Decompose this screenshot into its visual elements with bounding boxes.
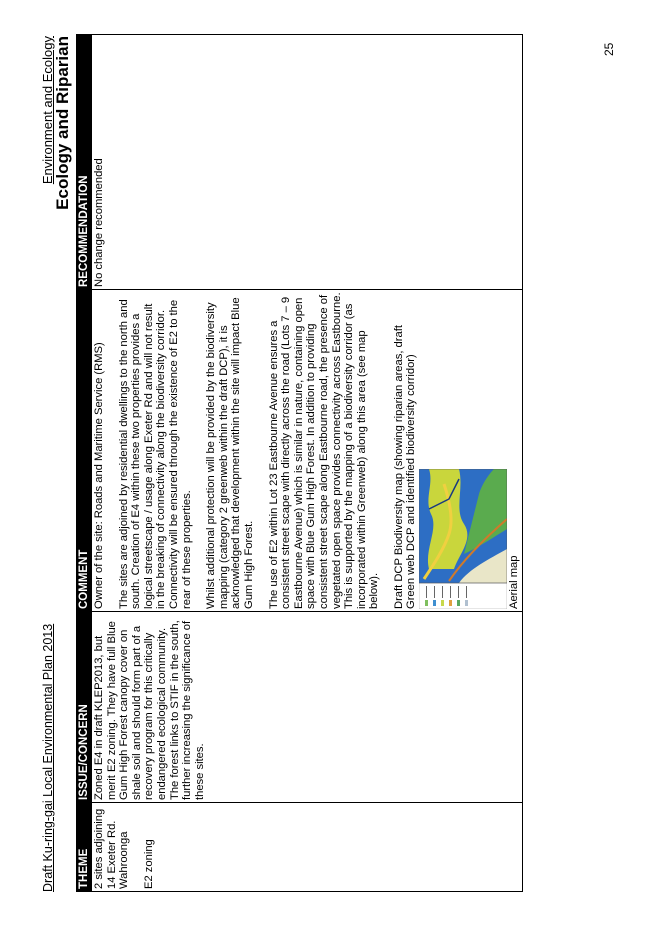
- comment-cell: [92, 290, 523, 612]
- theme-zoning: E2 zoning: [142, 839, 155, 889]
- column-header-issue: ISSUE/CONCERN: [77, 612, 92, 803]
- table-row: [92, 35, 523, 892]
- biodiversity-map-graphic: [419, 469, 507, 609]
- comment-adjoining: The sites are adjoined by residential dwellings to the north and south. Creation of E4 within these two properties provides a logical streetscape / usage along Exeter Rd and will not result in the breaking of connectivity along the biodiversity corridor. Connectivity will be ensured through the existence of E2 to the rear of these properties.: [117, 299, 193, 609]
- column-header-recommendation: RECOMMENDATION: [77, 35, 92, 290]
- table-header-row: [77, 35, 92, 892]
- document-title: Draft Ku-ring-gai Local Environmental Plan 2013: [41, 623, 55, 892]
- comment-protection: Whilst additional protection will be provided by the biodiversity mapping (category 2 greenweb within the draft DCP), it is acknowledged that development within the site will impact Blue Gum High Forest.: [205, 297, 255, 609]
- column-header-comment: COMMENT: [77, 290, 92, 612]
- issue-cell: [92, 612, 523, 803]
- recommendation-text: No change recommended: [93, 158, 105, 287]
- comment-map-caption: Draft DCP Biodiversity map (showing riparian areas, draft Green web DCP and identified biodiversity corridor): [392, 325, 418, 609]
- recommendation-cell: [92, 35, 523, 290]
- comment-owner: Owner of the site: Roads and Maritime Service (RMS): [93, 342, 105, 609]
- subsection-heading: Ecology and Riparian: [53, 36, 72, 210]
- map-area: [419, 292, 507, 609]
- issue-text: Zoned E4 in draft KLEP2013, but merit E2 zoning. They have full Blue Gum High Forest canopy cover on shale soil and should form part of a recovery program for this critically endangered ecological community. The forest links to STIF in the south, further increasing the significance of these sites.: [93, 620, 206, 800]
- section-heading: Environment and Ecology: [40, 36, 55, 185]
- page-number: 25: [602, 42, 616, 56]
- column-header-theme: THEME: [77, 803, 92, 892]
- submissions-table: [76, 34, 523, 892]
- theme-cell: [92, 803, 523, 892]
- aerial-map-label: Aerial map: [508, 555, 521, 609]
- biodiversity-map-image: [419, 469, 507, 609]
- comment-eastbourne: The use of E2 within Lot 23 Eastbourne Avenue ensures a consistent street scape with directly across the road (Lots 7 – 9 Eastbourne Avenue) which is similar in nature, containing open space with Blue Gum High Forest. In addition to providing consistent street scape along Eastbourne road, the presence of vegetated open space provides connectivity across Eastbourne. This is supported by the mapping of a biodiversity corridor (as incorporated within Greenweb) along this area (see map below).: [267, 292, 381, 609]
- theme-site: 2 sites adjoining 14 Exeter Rd. Wahroonga: [93, 808, 131, 889]
